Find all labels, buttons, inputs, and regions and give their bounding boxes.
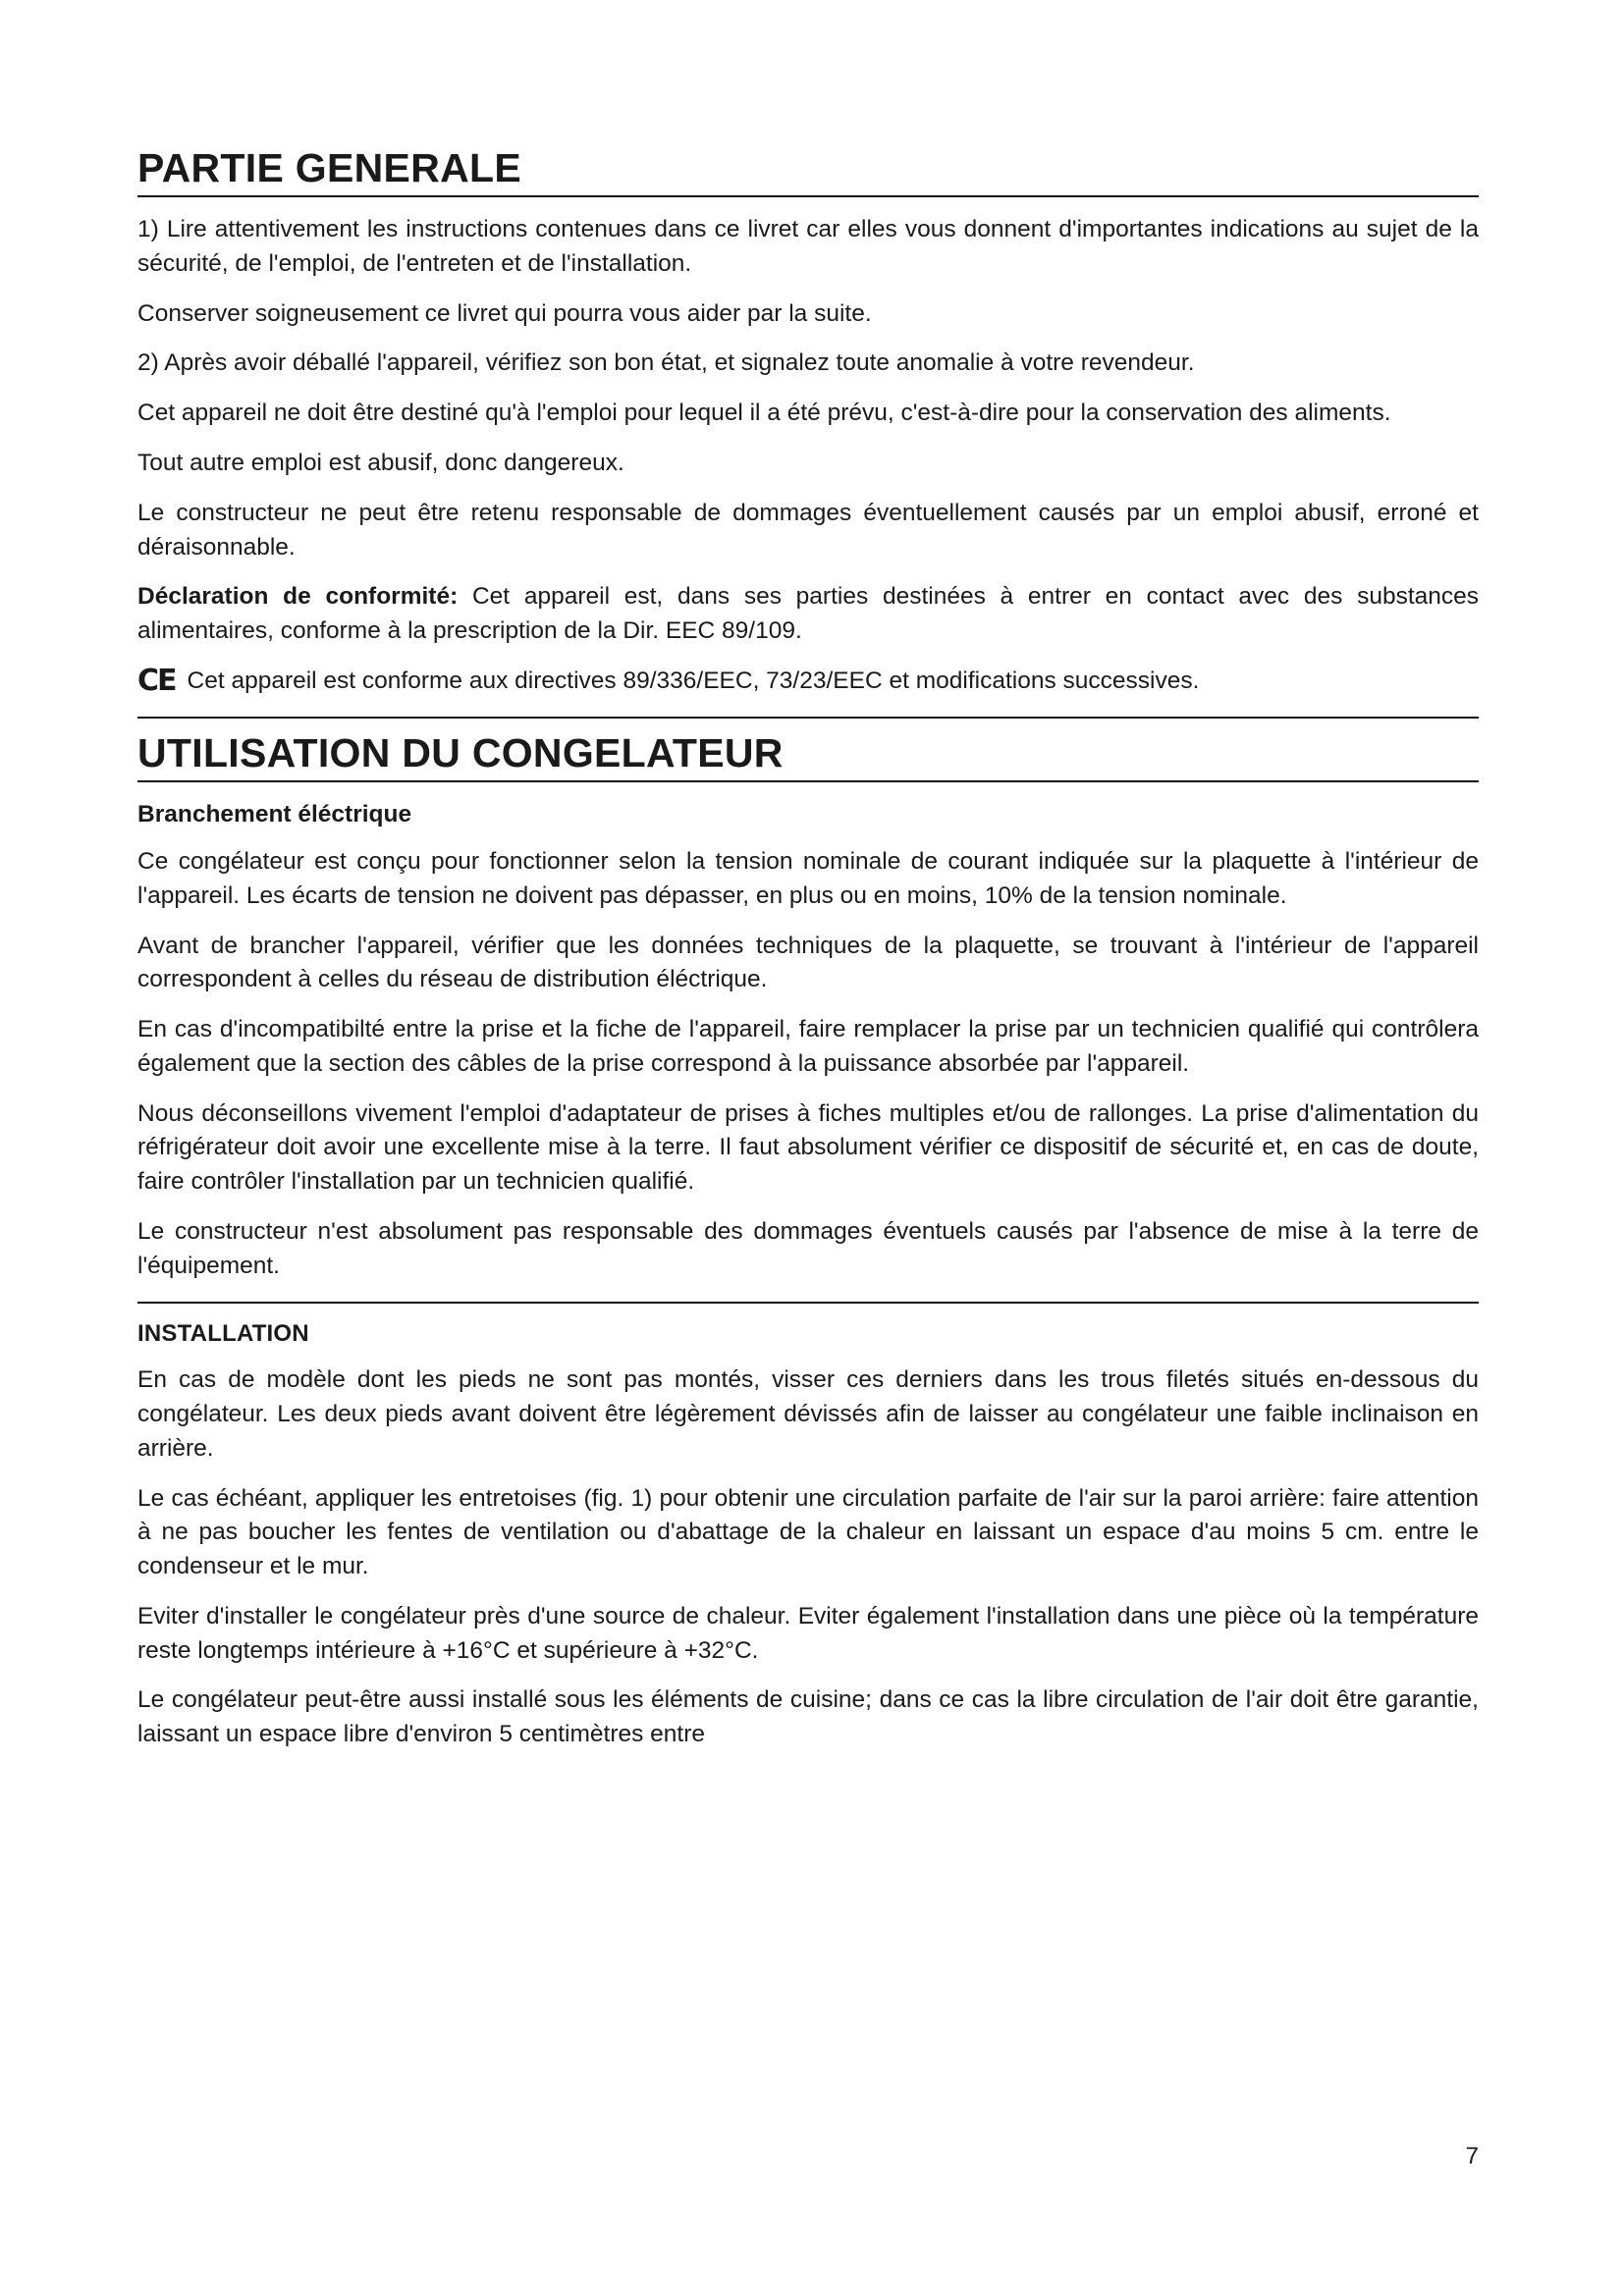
subsection-heading: INSTALLATION [137, 1319, 309, 1347]
ce-mark-icon: CE [137, 663, 176, 698]
conformity-label: Déclaration de conformité: [137, 583, 459, 611]
section-title: UTILISATION DU CONGELATEUR [137, 729, 784, 775]
paragraph: Eviter d'installer le congélateur près d'une source de chaleur. Eviter également l'installation dans une pièce où la température reste longtemps intérieure à +16°C et supérieure à +32°C. [137, 1602, 1479, 1664]
section-divider [137, 780, 1479, 782]
conformity-declaration [137, 580, 1479, 649]
section-divider [137, 195, 1479, 197]
paragraph: Le cas échéant, appliquer les entretoises (fig. 1) pour obtenir une circulation parfaite de l'air sur la paroi arrière: faire attention à ne pas boucher les fentes de ventilation ou d'abattage de la chaleur en laissant un espace d'au moins 5 cm. entre le condenseur et le mur. [137, 1484, 1479, 1580]
section-title: PARTIE GENERALE [137, 145, 521, 190]
section-partie-generale [137, 147, 1479, 699]
paragraph: Cet appareil ne doit être destiné qu'à l'emploi pour lequel il a été prévu, c'est-à-dire pour la conservation des aliments. [137, 400, 1391, 427]
document-body [137, 147, 1479, 1752]
section-utilisation-du-congelateur [137, 729, 1479, 1752]
paragraph: 2) Après avoir déballé l'appareil, vérifiez son bon état, et signalez toute anomalie à votre revendeur. [137, 349, 1195, 377]
paragraph: En cas d'incompatibilté entre la prise et la fiche de l'appareil, faire remplacer la prise par un technicien qualifié qui contrôlera également que la section des câbles de la prise correspond à la puissance absorbée par l'appareil. [137, 1016, 1479, 1077]
section-divider [137, 717, 1479, 719]
conformity-text: Cet appareil est, dans ses parties destinées à entrer en contact avec des substances alimentaires, conforme à la prescription de la Dir. EEC 89/109. [137, 583, 1480, 645]
page-number: 7 [1465, 2143, 1479, 2169]
subsection-branchement-electrique [137, 798, 1479, 1284]
paragraph: 1) Lire attentivement les instructions contenues dans ce livret car elles vous donnent d'importantes indications au sujet de la sécurité, de l'emploi, de l'entreten et de l'installation. [137, 216, 1479, 277]
paragraph: Conserver soigneusement ce livret qui pourra vous aider par la suite. [137, 299, 872, 327]
paragraph: Le congélateur peut-être aussi installé sous les éléments de cuisine; dans ce cas la libre circulation de l'air doit être garantie, laissant un espace libre d'environ 5 centimètres entre [137, 1686, 1479, 1748]
paragraph: Nous déconseillons vivement l'emploi d'adaptateur de prises à fiches multiples et/ou de rallonges. La prise d'alimentation du réfrigérateur doit avoir une excellente mise à la terre. Il faut absolument vérifier ce dispositif de sécurité et, en cas de doute, faire contrôler l'installation par un technicien qualifié. [137, 1099, 1479, 1196]
ce-notice-text: Cet appareil est conforme aux directives 89/336/EEC, 73/23/EEC et modifications successives. [187, 667, 1200, 694]
paragraph: Avant de brancher l'appareil, vérifier que les données techniques de la plaquette, se trouvant à l'intérieur de l'appareil correspondent à celles du réseau de distribution éléctrique. [137, 932, 1479, 993]
paragraph: Le constructeur ne peut être retenu responsable de dommages éventuellement causés par un emploi abusif, erroné et déraisonnable. [137, 499, 1479, 561]
paragraph: En cas de modèle dont les pieds ne sont pas montés, visser ces derniers dans les trous filetés situés en-dessous du congélateur. Les deux pieds avant doivent être légèrement dévissés afin de laisser au congélateur une faible inclinaison en arrière. [137, 1366, 1479, 1462]
paragraph: Ce congélateur est conçu pour fonctionner selon la tension nominale de courant indiquée sur la plaquette à l'intérieur de l'appareil. Les écarts de tension ne doivent pas dépasser, en plus ou en moins, 10% de la tension nominale. [137, 847, 1479, 909]
paragraph: Le constructeur n'est absolument pas responsable des dommages éventuels causés par l'absence de mise à la terre de l'équipement. [137, 1218, 1479, 1279]
subsection-heading: Branchement éléctrique [137, 800, 412, 828]
paragraph: Tout autre emploi est abusif, donc dangereux. [137, 449, 624, 476]
ce-notice [137, 665, 1479, 699]
subsection-installation [137, 1317, 1479, 1752]
subsection-divider [137, 1302, 1479, 1304]
